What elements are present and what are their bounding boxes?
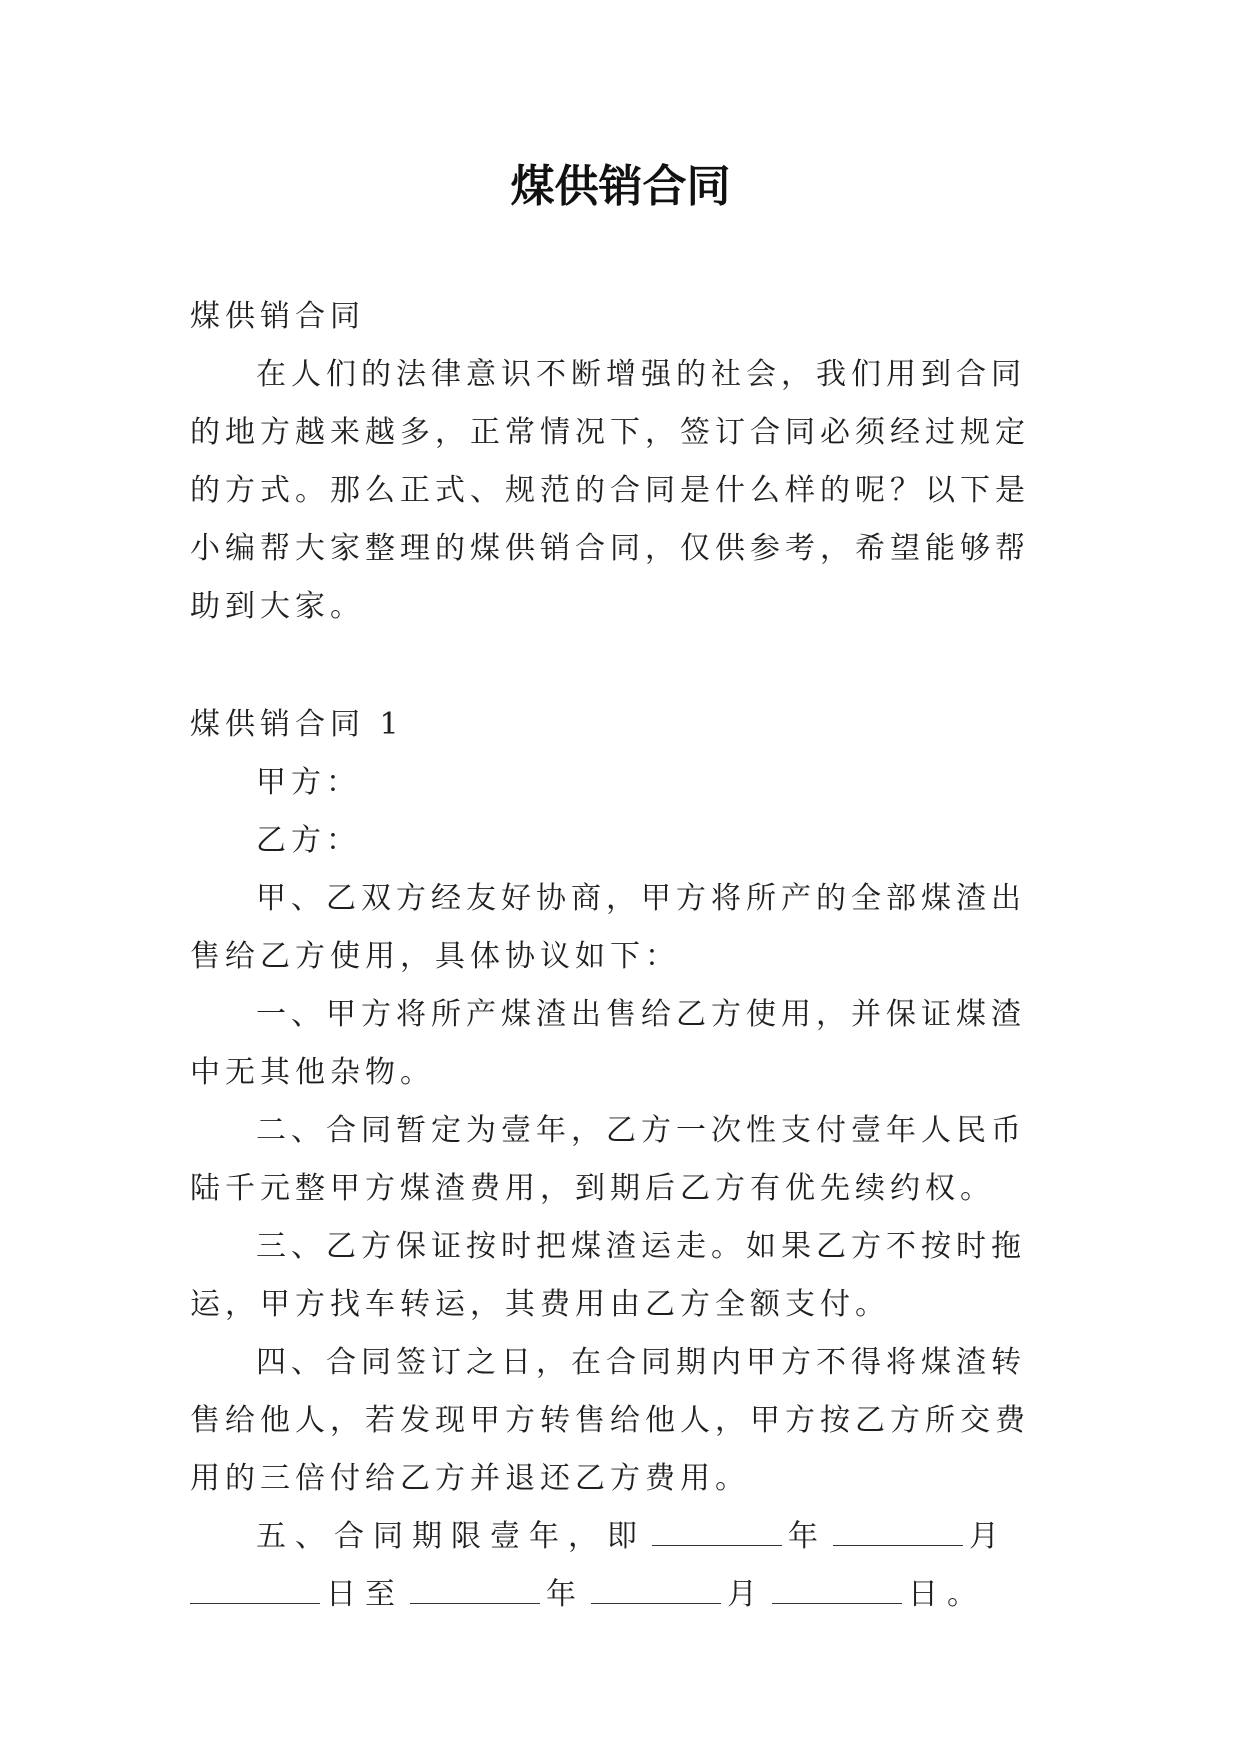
clause-5-end: 日。 xyxy=(908,1577,986,1612)
blank-month-1 xyxy=(833,1517,963,1546)
preamble-paragraph: 甲、乙双方经友好协商，甲方将所产的全部煤渣出售给乙方使用，具体协议如下： xyxy=(190,881,1026,974)
intro-paragraph: 在人们的法律意识不断增强的社会，我们用到合同的地方越来越多，正常情况下，签订合同必须经过规定的方式。那么正式、规范的合同是什么样的呢？以下是小编帮大家整理的煤供销合同，仅供参考，希望能够帮助到大家。 xyxy=(190,357,1030,624)
document-body xyxy=(190,288,1060,1624)
clause-3: 三、乙方保证按时把煤渣运走。如果乙方不按时拖运，甲方找车转运，其费用由乙方全额支付。 xyxy=(190,1229,1026,1322)
party-a-label: 甲方： xyxy=(256,765,361,800)
clause-5-month-2: 月 xyxy=(727,1577,766,1612)
clause-4: 四、合同签订之日，在合同期内甲方不得将煤渣转售给他人，若发现甲方转售给他人，甲方按乙方所交费用的三倍付给乙方并退还乙方费用。 xyxy=(190,1345,1030,1496)
section-title: 煤供销合同 1 xyxy=(190,707,404,742)
subtitle: 煤供销合同 xyxy=(190,299,365,334)
clause-1: 一、甲方将所产煤渣出售给乙方使用，并保证煤渣中无其他杂物。 xyxy=(190,997,1026,1090)
clause-2: 二、合同暂定为壹年，乙方一次性支付壹年人民币陆千元整甲方煤渣费用，到期后乙方有优先续约权。 xyxy=(190,1113,1026,1206)
blank-year-2 xyxy=(410,1575,540,1604)
clause-5-day-to: 日至 xyxy=(326,1577,404,1612)
clause-5-prefix: 五、合同期限壹年，即 xyxy=(256,1519,646,1554)
blank-month-2 xyxy=(591,1575,721,1604)
clause-5-year-2: 年 xyxy=(546,1577,585,1612)
blank-day-1 xyxy=(190,1575,320,1604)
blank-year-1 xyxy=(652,1517,782,1546)
document-title: 煤供销合同 xyxy=(510,161,731,212)
clause-5 xyxy=(190,1508,1060,1624)
clause-5-month-1: 月 xyxy=(969,1519,1008,1554)
spacer xyxy=(190,636,1060,696)
party-b-label: 乙方： xyxy=(256,823,361,858)
clause-5-year-1: 年 xyxy=(788,1519,827,1554)
blank-day-2 xyxy=(772,1575,902,1604)
